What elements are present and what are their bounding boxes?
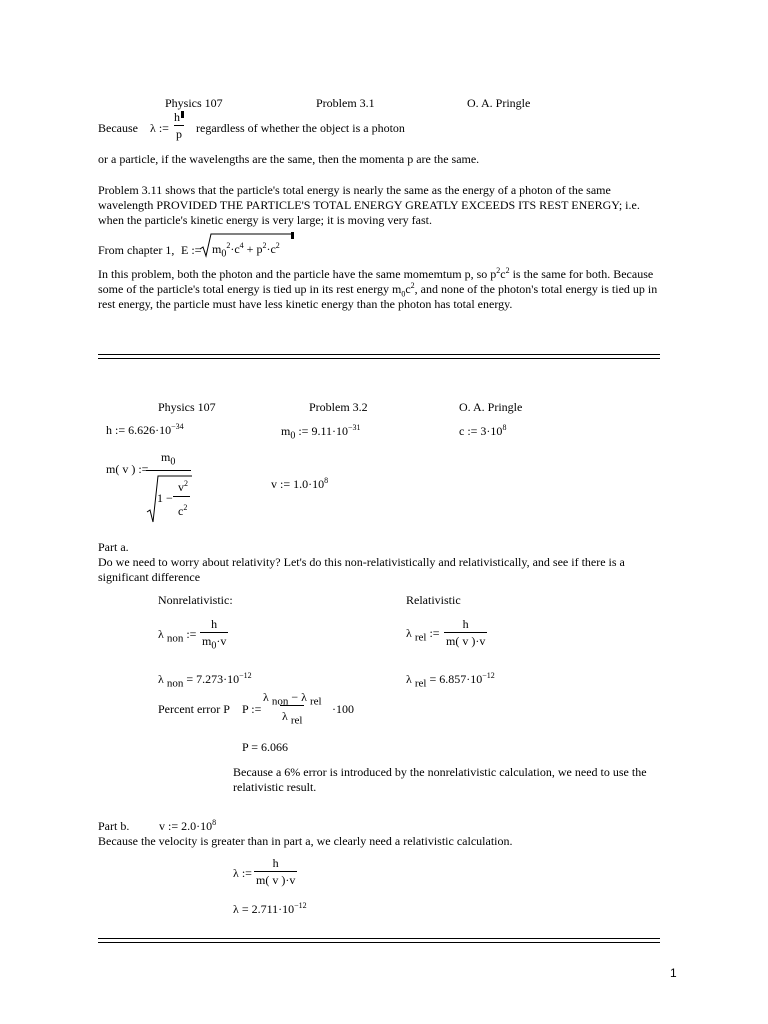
nonrel-label: Nonrelativistic: [158,593,233,607]
fraction-bar [146,470,191,471]
v-definition: v := $1.0\cdot 10^8$ [271,476,329,491]
page-number: 1 [670,966,677,980]
p32-author: O. A. Pringle [459,400,523,414]
v2-definition: v := $2.0\cdot 10^8$ [159,818,217,833]
numerator-h: h [174,110,180,124]
separator-line [98,354,660,359]
m0-definition: $m_0$ := $9.11\cdot 10^{-31}$ [281,423,361,442]
percent-error-fraction: λ $_{non}$ − λ $_{rel}$ λ $_{rel}$ [263,690,322,727]
mv-numerator: $m_0$ [161,450,176,468]
p32-course: Physics 107 [158,400,216,414]
mv-label: m( v ) := [106,462,149,476]
p32-problem: Problem 3.2 [309,400,368,414]
part-a-label: Part a. [98,540,129,554]
p31-course: Physics 107 [165,96,223,110]
lambda-non-fraction: $\frac{h}{m_0\cdot v}$ [202,617,227,652]
denominator-p: p [176,127,182,141]
lambda-assign: λ := [150,121,169,135]
p-result: P = 6.066 [242,740,288,754]
c-squared: $c^2$ [178,503,188,518]
lambda-rel-result: λ $_{rel} = 6.857\cdot 10^{-12}$ [406,671,495,690]
regardless-text: regardless of whether the object is a photon [196,121,405,135]
part-b-text: Because the velocity is greater than in part a, we clearly need a relativistic calculation. [98,834,513,848]
lambda-rel-assign: λ $_{rel}$ := [406,626,440,644]
energy-expression: $m_0^2\cdot c^4 + p^2\cdot c^2$ [212,241,280,260]
p31-author: O. A. Pringle [467,96,531,110]
times-100: ·100 [332,702,354,716]
inner-fraction-bar [173,496,190,497]
p-assign: P := [242,702,262,716]
lambda-rel-fraction: $\frac{h}{m( v )\cdot v}$ [446,617,486,648]
rel-label: Relativistic [406,593,461,607]
from-chapter-label: From chapter 1, [98,243,175,257]
part-a-question: Do we need to worry about relativity? Let's do this non-relativistically and relativistically, and see if there is a significant difference [98,555,625,584]
v-squared: $v^2$ [178,479,188,494]
p31-problem: Problem 3.1 [316,96,375,110]
because-label: Because [98,121,138,135]
e-assign: E := [181,243,202,257]
part-a-conclusion: Because a 6% error is introduced by the nonrelativistic calculation, we need to use the relativistic result. [233,765,647,794]
h-definition: h := $6.626\cdot 10^{-34}$ [106,422,184,437]
cursor-marker [181,111,184,118]
lambda-b-fraction: $\frac{h}{m( v )\cdot v}$ [256,856,296,887]
p31-line2: or a particle, if the wavelengths are the same, then the momenta p are the same. [98,152,480,166]
p31-paragraph2: In this problem, both the photon and the particle have the same momemtum p, so $p^2c^2$ is the same for both. Because some of the particle's total energy is tied up in its rest energy $m_0c^2$, and none of the photon's total energy is tied up in rest energy, the particle must have less kinetic energy than the photon has total energy. [98,266,658,311]
part-b-label: Part b. [98,819,130,833]
one-minus: 1 − [157,491,173,505]
lambda-b-assign: λ := [233,866,252,880]
lambda-b-result: $\lambda = 2.711\cdot 10^{-12}$ [233,901,307,916]
percent-error-label: Percent error P [158,702,230,716]
p31-paragraph1: Problem 3.11 shows that the particle's total energy is nearly the same as the energy of a photon of the same wavelength PROVIDED THE PARTICLE'S TOTAL ENERGY GREATLY EXCEEDS ITS REST ENERGY; i.e. when the particle's kinetic energy is very large; it is moving very fast. [98,183,640,227]
c-definition: c := $3\cdot 10^8$ [459,423,507,438]
separator-line [98,938,660,943]
lambda-h-over-p [172,111,186,140]
lambda-non-assign: λ $_{non}$ := [158,627,197,645]
lambda-non-result: λ $_{non} = 7.273\cdot 10^{-12}$ [158,671,252,690]
